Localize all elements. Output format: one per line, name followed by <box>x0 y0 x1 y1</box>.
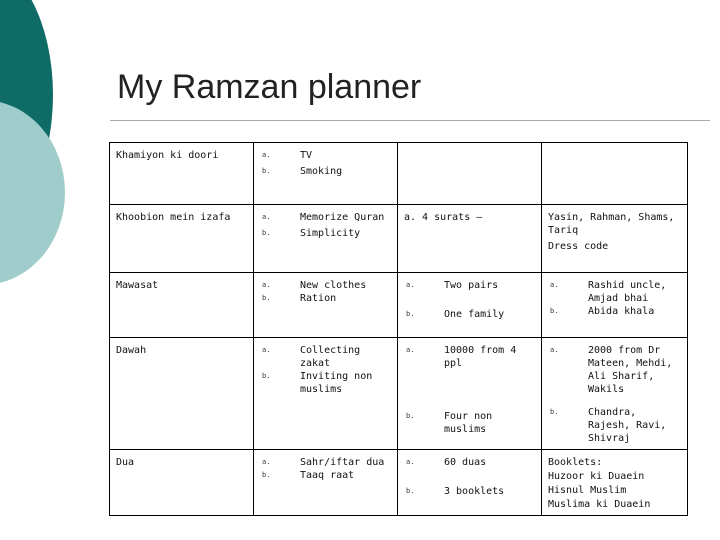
people-text: Chandra, Rajesh, Ravi, Shivraj <box>588 407 667 444</box>
people-cell <box>542 338 688 450</box>
list-item <box>404 279 535 292</box>
target-text: Two pairs <box>444 280 499 291</box>
goal-text: Memorize Quran <box>300 212 385 223</box>
list-item <box>260 227 391 240</box>
goals-cell <box>254 273 398 338</box>
table-row <box>110 338 688 450</box>
target-text: One family <box>444 309 505 320</box>
target-text: a. 4 surats – <box>404 212 483 223</box>
target-text: 3 booklets <box>444 486 505 497</box>
category-cell <box>110 338 254 450</box>
list-item <box>260 211 391 224</box>
category-label: Dawah <box>116 345 147 356</box>
list-marker: b. <box>262 372 271 380</box>
list-marker: b. <box>262 229 271 237</box>
goal-text: Simplicity <box>300 228 361 239</box>
list-marker: a. <box>550 281 559 289</box>
target-text: 10000 from 4 ppl <box>444 345 517 369</box>
target-cell <box>398 273 542 338</box>
category-label: Khoobion mein izafa <box>116 212 231 223</box>
goals-cell <box>254 205 398 273</box>
target-text: 60 duas <box>444 457 487 468</box>
list-marker: a. <box>262 346 271 354</box>
goal-text: Taaq raat <box>300 470 355 481</box>
list-item <box>404 485 535 498</box>
people-cell <box>542 143 688 205</box>
list-item <box>260 165 391 178</box>
category-label: Dua <box>116 457 135 468</box>
list-item <box>404 410 535 436</box>
list-marker: b. <box>262 471 271 479</box>
decorative-circle-light <box>0 100 65 285</box>
people-text: Hisnul Muslim <box>548 485 627 496</box>
list-item <box>260 456 391 469</box>
target-cell <box>398 450 542 516</box>
target-cell <box>398 143 542 205</box>
goal-text: Smoking <box>300 166 343 177</box>
list-marker: b. <box>550 307 559 315</box>
list-marker: b. <box>406 487 415 495</box>
list-marker: a. <box>406 458 415 466</box>
people-text: Rashid uncle, Amjad bhai <box>588 280 667 304</box>
list-marker: a. <box>406 281 415 289</box>
title-divider <box>110 120 710 121</box>
target-cell <box>398 338 542 450</box>
list-marker: b. <box>406 412 415 420</box>
people-text: Booklets: <box>548 457 603 468</box>
table-row <box>110 273 688 338</box>
goal-text: TV <box>300 150 313 161</box>
list-marker: a. <box>262 213 271 221</box>
category-cell <box>110 143 254 205</box>
list-item <box>260 370 391 396</box>
list-marker: a. <box>262 458 271 466</box>
people-cell <box>542 205 688 273</box>
list-item <box>404 308 535 321</box>
goal-text: New clothes <box>300 280 367 291</box>
page-title: My Ramzan planner <box>117 68 422 106</box>
category-cell <box>110 273 254 338</box>
table-row <box>110 450 688 516</box>
category-cell <box>110 450 254 516</box>
category-label: Mawasat <box>116 280 159 291</box>
planner-table <box>109 142 688 516</box>
list-item <box>404 344 535 370</box>
goals-cell <box>254 338 398 450</box>
goal-text: Inviting non muslims <box>300 371 373 395</box>
table-row <box>110 143 688 205</box>
list-item <box>404 456 535 469</box>
list-marker: b. <box>262 294 271 302</box>
people-cell <box>542 450 688 516</box>
list-marker: a. <box>262 281 271 289</box>
category-cell <box>110 205 254 273</box>
list-item <box>548 279 681 305</box>
goals-cell <box>254 450 398 516</box>
list-marker: a. <box>550 346 559 354</box>
list-marker: b. <box>550 408 559 416</box>
goals-cell <box>254 143 398 205</box>
people-text: 2000 from Dr Mateen, Mehdi, Ali Sharif, Wakils <box>588 345 673 395</box>
goal-text: Collecting zakat <box>300 345 361 369</box>
people-text: Dress code <box>548 241 609 252</box>
category-label: Khamiyon ki doori <box>116 150 219 161</box>
list-item <box>260 292 391 305</box>
list-item <box>260 344 391 370</box>
goal-text: Sahr/iftar dua <box>300 457 385 468</box>
list-item <box>548 305 681 318</box>
list-item <box>260 149 391 162</box>
goal-text: Ration <box>300 293 337 304</box>
list-marker: b. <box>406 310 415 318</box>
list-item <box>260 279 391 292</box>
target-cell <box>398 205 542 273</box>
people-text: Huzoor ki Duaein <box>548 471 645 482</box>
table-row <box>110 205 688 273</box>
target-text: Four non muslims <box>444 411 493 435</box>
list-item <box>548 344 681 396</box>
people-text: Yasin, Rahman, Shams, Tariq <box>548 212 675 236</box>
people-cell <box>542 273 688 338</box>
list-item <box>260 469 391 482</box>
list-marker: a. <box>406 346 415 354</box>
list-marker: a. <box>262 151 271 159</box>
list-item <box>548 406 681 445</box>
people-text: Abida khala <box>588 306 655 317</box>
people-text: Muslima ki Duaein <box>548 499 651 510</box>
list-marker: b. <box>262 167 271 175</box>
